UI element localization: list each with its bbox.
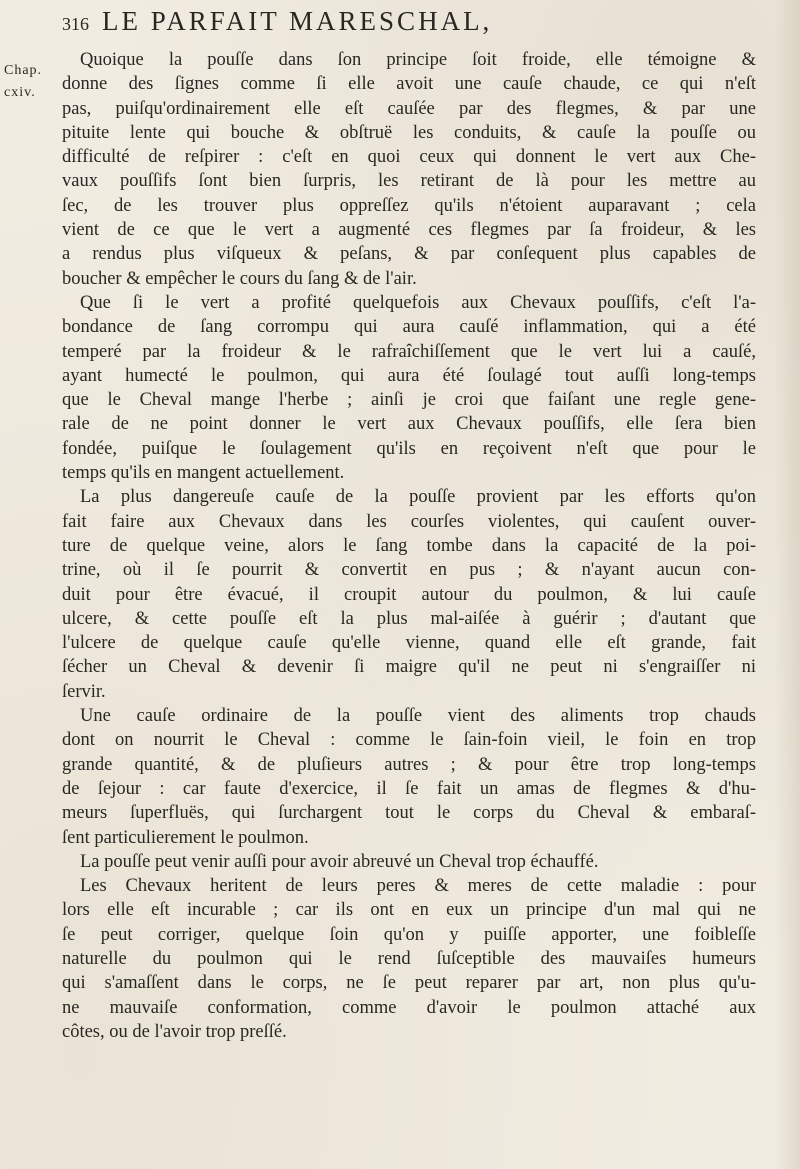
text-line: de ſejour : car faute d'exercice, il ſe fait un amas de flegmes & d'hu- (62, 778, 756, 799)
text-line: vaux pouſſifs ſont bien ſurpris, les retirant de là pour les mettre au (62, 171, 756, 192)
text-line: boucher & empêcher le cours du ſang & de l'air. (62, 268, 417, 289)
text-line: bondance de ſang corrompu qui aura cauſé inflammation, qui a été (62, 317, 756, 338)
text-line: pituite lente qui bouche & obſtruë les conduits, & cauſe la pouſſe ou (62, 122, 756, 143)
text-line: ſe peut corriger, quelque ſoin qu'on y puiſſe apporter, une foibleſſe (62, 924, 756, 945)
text-line: l'ulcere de quelque cauſe qu'elle vienne, quand elle eſt grande, fait (62, 633, 756, 654)
text-line: ſec, de les trouver plus oppreſſez qu'ils n'étoient auparavant ; cela (62, 195, 756, 216)
running-title: LE PARFAIT MARESCHAL, (102, 6, 493, 36)
chapter-margin-note (4, 60, 54, 104)
text-line: Une cauſe ordinaire de la pouſſe vient des aliments trop chauds (80, 706, 756, 727)
text-line: ulcere, & cette pouſſe eſt la plus mal-aiſée à guérir ; d'autant que (62, 608, 756, 629)
text-line: ture de quelque veine, alors le ſang tombe dans la capacité de la poi- (62, 535, 756, 556)
text-line: fait faire aux Chevaux dans les courſes violentes, qui cauſent ouver- (62, 511, 756, 532)
text-line: dont on nourrit le Cheval : comme le ſain-foin vieil, le foin en trop (62, 730, 756, 751)
text-line: lors elle eſt incurable ; car ils ont en eux un principe d'un mal qui ne (62, 900, 756, 921)
text-line: rale de ne point donner le vert aux Chevaux pouſſifs, elle ſera bien (62, 414, 756, 435)
text-line: La plus dangereuſe cauſe de la pouſſe provient par les efforts qu'on (80, 487, 756, 508)
text-line: trine, où il ſe pourrit & convertit en pus ; & n'ayant aucun con- (62, 560, 756, 581)
text-line: donne des ſignes comme ſi elle avoit une cauſe chaude, ce qui n'eſt (62, 74, 756, 95)
text-line: temps qu'ils en mangent actuellement. (62, 463, 345, 484)
text-line: ſervir. (62, 681, 106, 702)
text-line: ſécher un Cheval & devenir ſi maigre qu'il ne peut ni s'engraiſſer ni (62, 657, 756, 678)
page-edge-shadow (774, 0, 800, 1169)
text-line: fondée, puiſque le ſoulagement qu'ils en reçoivent n'eſt que pour le (62, 438, 756, 459)
chapter-label: Chap. (4, 63, 43, 78)
body-text (62, 48, 756, 1044)
text-line: naturelle du poulmon qui le rend ſuſceptible des mauvaiſes humeurs (62, 948, 756, 969)
running-head (62, 6, 762, 42)
text-line: Que ſi le vert a profité quelquefois aux Chevaux pouſſifs, c'eſt l'a- (80, 292, 756, 313)
text-line: ayant humecté le poulmon, qui aura été ſoulagé tout auſſi long-temps (62, 365, 756, 386)
text-line: ſent particulierement le poulmon. (62, 827, 309, 848)
text-line: que le Cheval mange l'herbe ; ainſi je croi que faiſant une regle gene- (62, 390, 756, 411)
text-line: pas, puiſqu'ordinairement elle eſt cauſée par des flegmes, & par une (62, 98, 756, 119)
chapter-number: cxiv. (4, 85, 36, 100)
text-line: vient de ce que le vert a augmenté ces flegmes par ſa froideur, & les (62, 220, 756, 241)
text-line: grande quantité, & de pluſieurs autres ; & pour être trop long-temps (62, 754, 756, 775)
page-number: 316 (62, 14, 89, 34)
text-line: Les Chevaux heritent de leurs peres & meres de cette maladie : pour (80, 876, 756, 897)
text-line: qui s'amaſſent dans le corps, ne ſe peut reparer par art, non plus qu'u- (62, 973, 756, 994)
text-line: côtes, ou de l'avoir trop preſſé. (62, 1021, 287, 1042)
text-line: La pouſſe peut venir auſſi pour avoir abreuvé un Cheval trop échauffé. (80, 851, 599, 872)
text-line: duit pour être évacué, il croupit autour du poulmon, & lui cauſe (62, 584, 756, 605)
text-line: meurs ſuperfluës, qui ſurchargent tout le corps du Cheval & embaraſ- (62, 803, 756, 824)
text-line: temperé par la froideur & le rafraîchiſſement que le vert lui a cauſé, (62, 341, 756, 362)
text-line: a rendus plus viſqueux & peſans, & par conſequent plus capables de (62, 244, 756, 265)
text-line: ne mauvaiſe conformation, comme d'avoir le poulmon attaché aux (62, 997, 756, 1018)
text-line: Quoique la pouſſe dans ſon principe ſoit froide, elle témoigne & (80, 50, 756, 70)
text-line: difficulté de reſpirer : c'eſt en quoi ceux qui donnent le vert aux Che- (62, 147, 756, 168)
